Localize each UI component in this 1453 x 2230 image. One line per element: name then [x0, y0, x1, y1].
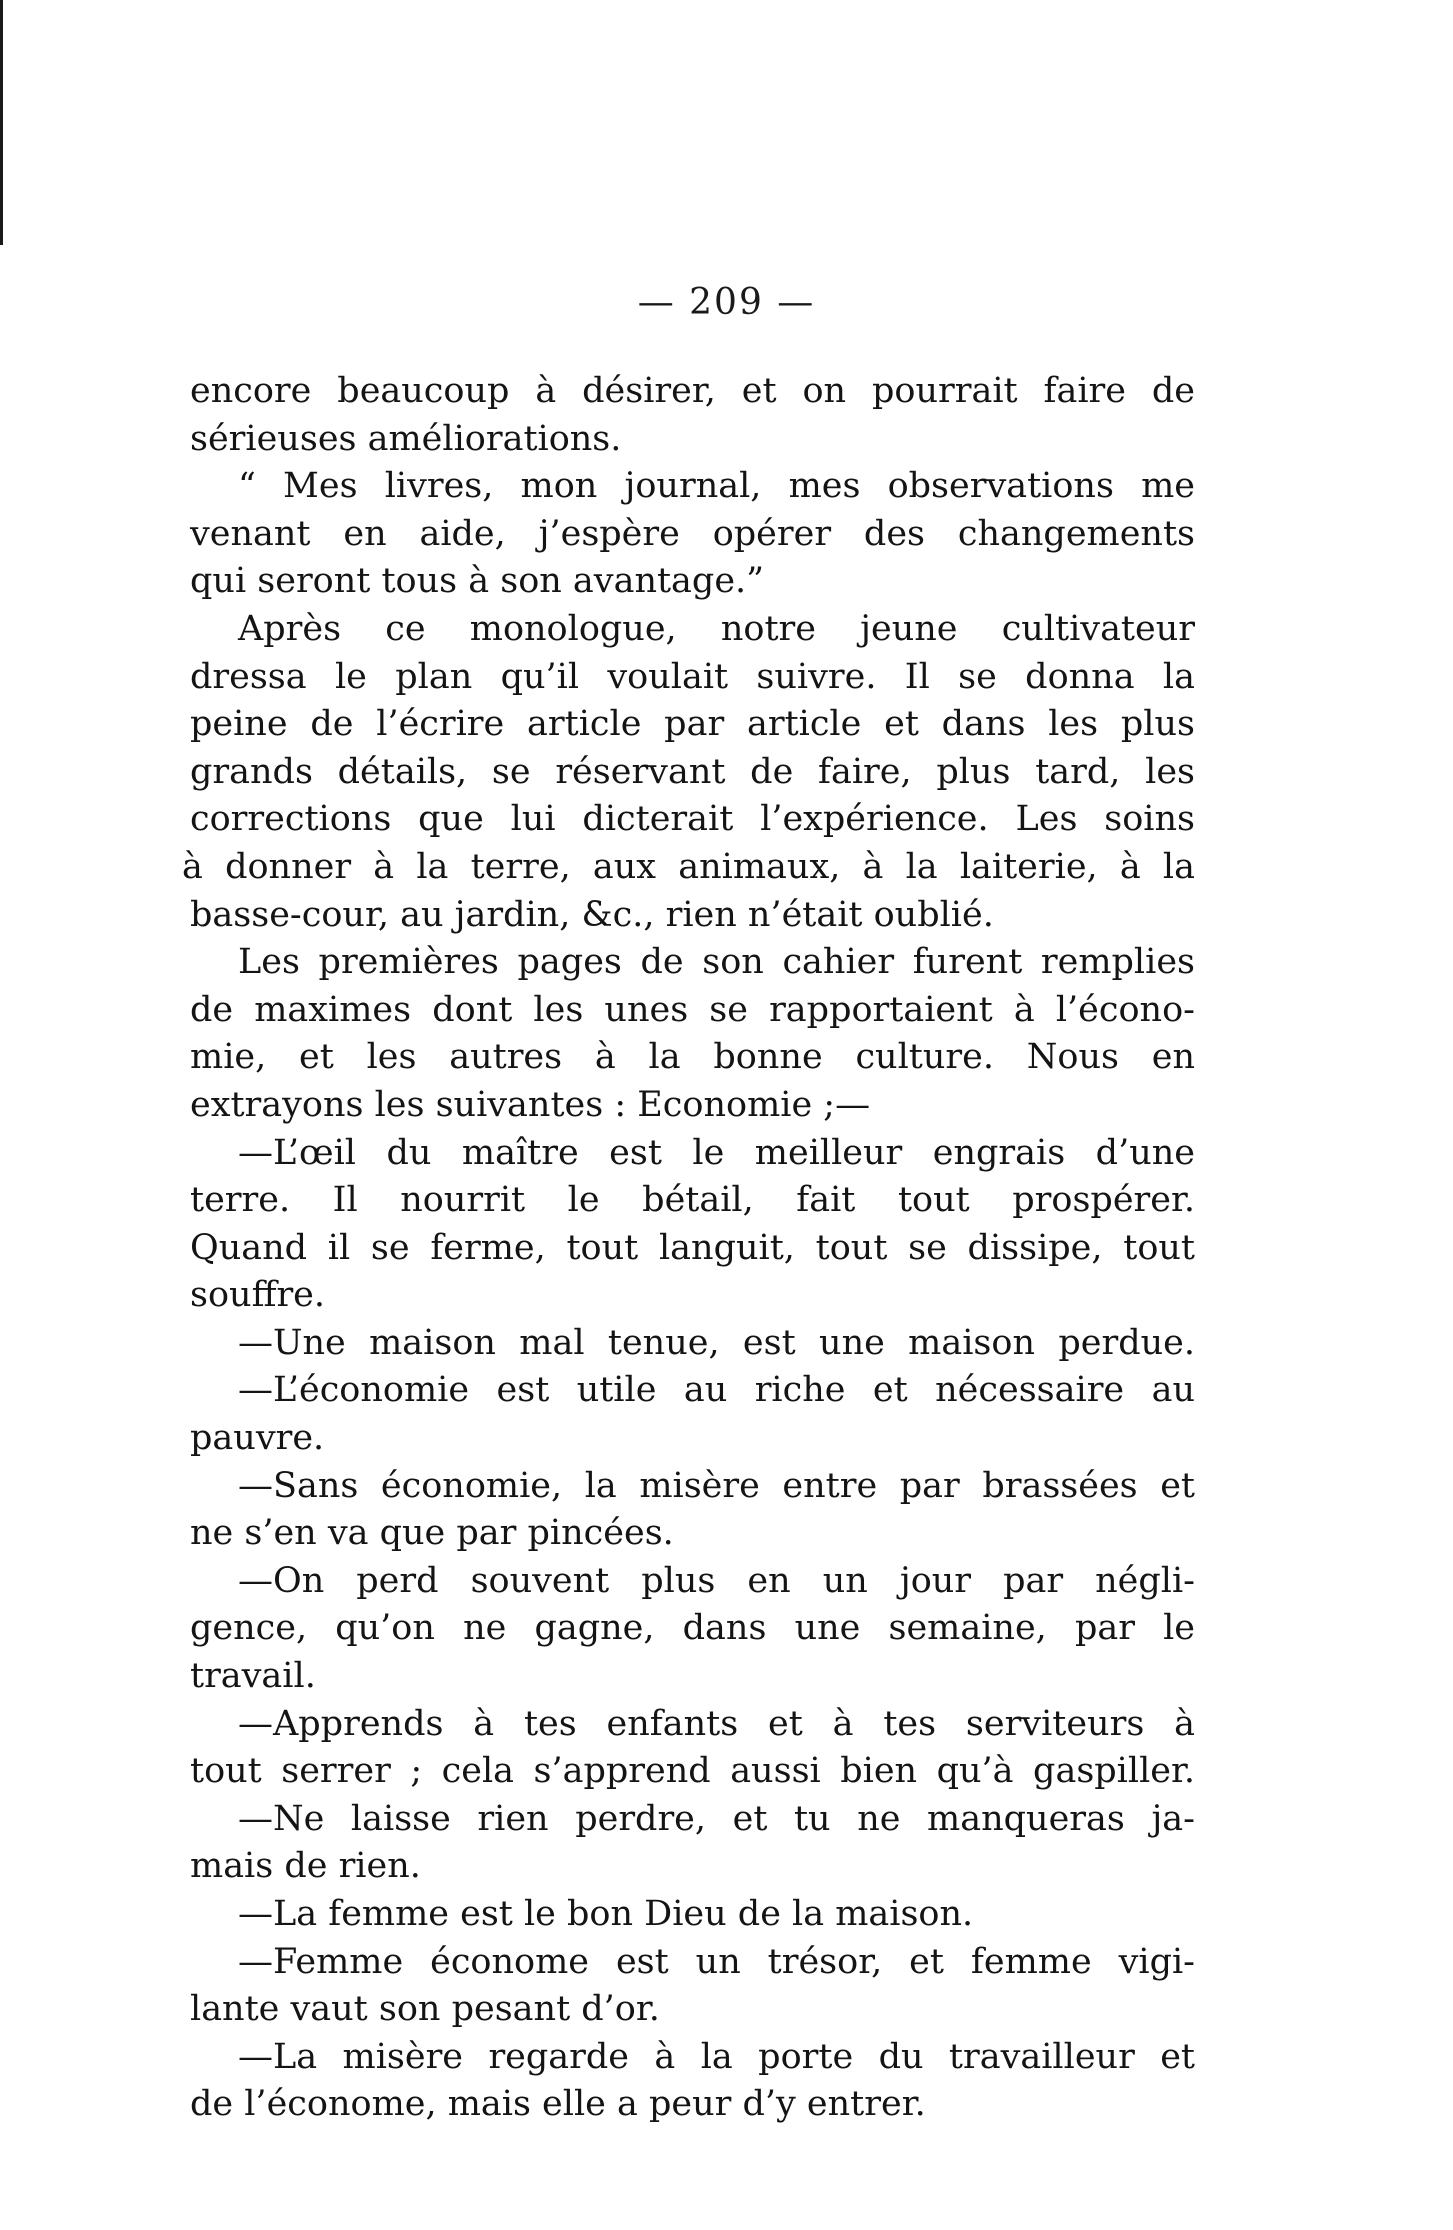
- text-line: —La femme est le bon Dieu de la maison.: [238, 1894, 974, 1934]
- text-line: mie, et les autres à la bonne culture. Nous en: [190, 1037, 1195, 1078]
- text-line: pauvre.: [190, 1418, 325, 1459]
- text-line: sérieuses améliorations.: [190, 418, 622, 459]
- text-line: lante vaut son pesant d’or.: [190, 1989, 660, 2030]
- text-line: travail.: [190, 1656, 316, 1697]
- text-line: encore beaucoup à désirer, et on pourrait faire de: [190, 371, 1195, 411]
- text-line: ne s’en va que par pincées.: [190, 1513, 674, 1554]
- text-line: de l’économe, mais elle a peur d’y entrer.: [190, 2084, 926, 2125]
- text-line: Les premières pages de son cahier furent remplies: [238, 942, 1195, 983]
- text-line: de maximes dont les unes se rapportaient à l’écono-: [190, 989, 1195, 1030]
- text-line: grands détails, se réservant de faire, plus tard, les: [190, 751, 1195, 792]
- text-line: —L’économie est utile au riche et nécessaire au: [238, 1370, 1195, 1411]
- text-line: corrections que lui dicterait l’expérience. Les soins: [190, 799, 1195, 840]
- page-number: — 209 —: [637, 282, 816, 323]
- text-line: Après ce monologue, notre jeune cultivateur: [238, 608, 1195, 649]
- text-line: —Une maison mal tenue, est une maison perdue.: [238, 1322, 1195, 1363]
- text-line: —L’œil du maître est le meilleur engrais d’une: [238, 1132, 1195, 1173]
- text-line: venant en aide, j’espère opérer des changements: [190, 513, 1195, 554]
- text-line: basse-cour, au jardin, &c., rien n’était oublié.: [190, 894, 994, 935]
- text-line: qui seront tous à son avantage.”: [190, 561, 765, 602]
- text-line: souffre.: [190, 1275, 326, 1316]
- text-line: dressa le plan qu’il voulait suivre. Il se donna la: [190, 656, 1195, 697]
- text-line: mais de rien.: [190, 1846, 421, 1887]
- text-line: tout serrer ; cela s’apprend aussi bien qu’à gaspiller.: [190, 1751, 1195, 1792]
- text-line: peine de l’écrire article par article et dans les plus: [190, 704, 1195, 745]
- page-edge-rule: [0, 0, 3, 245]
- text-line: —On perd souvent plus en un jour par négli-: [238, 1560, 1195, 1601]
- text-line: à donner à la terre, aux animaux, à la laiterie, à la: [182, 846, 1195, 887]
- text-line: —La misère regarde à la porte du travailleur et: [238, 2036, 1195, 2077]
- text-line: Quand il se ferme, tout languit, tout se dissipe, tout: [190, 1227, 1195, 1268]
- text-line: terre. Il nourrit le bétail, fait tout prospérer.: [190, 1180, 1195, 1221]
- body-text: [182, 368, 1195, 2129]
- text-line: —Ne laisse rien perdre, et tu ne manqueras ja-: [238, 1798, 1195, 1839]
- text-line: —Sans économie, la misère entre par brassées et: [238, 1465, 1195, 1506]
- text-line: extrayons les suivantes : Economie ;—: [190, 1084, 871, 1125]
- text-line: —Femme économe est un trésor, et femme vigi-: [238, 1941, 1195, 1982]
- text-line: gence, qu’on ne gagne, dans une semaine, par le: [190, 1608, 1195, 1649]
- text-line: —Apprends à tes enfants et à tes serviteurs à: [238, 1703, 1195, 1744]
- text-line: “ Mes livres, mon journal, mes observations me: [238, 466, 1195, 507]
